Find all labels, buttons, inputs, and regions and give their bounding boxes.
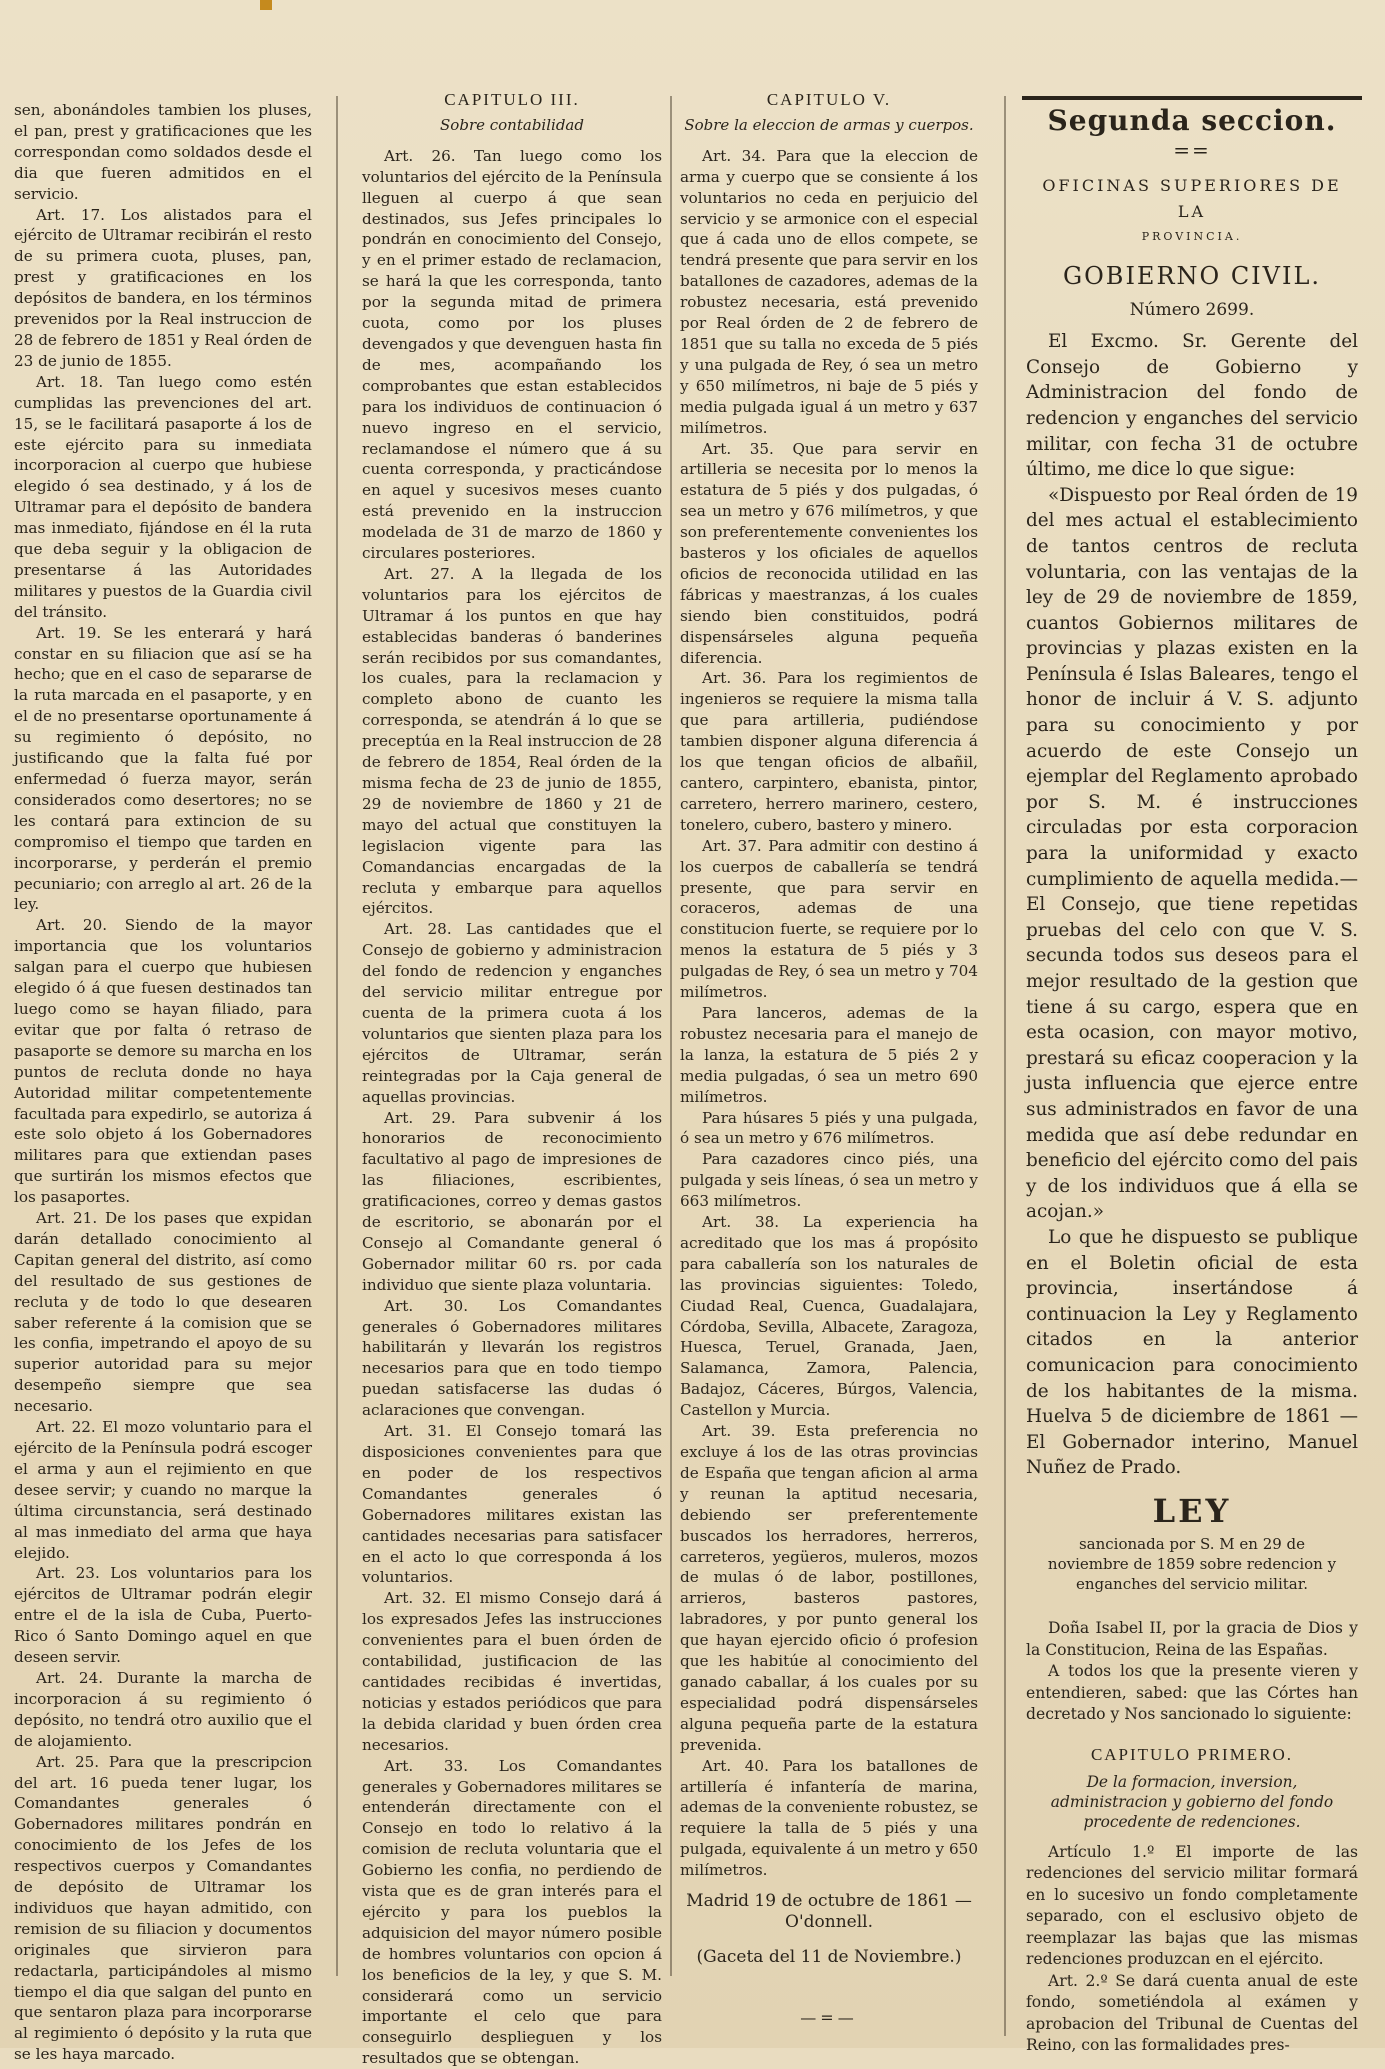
paragraph: Art. 26. Tan luego como los voluntarios del ejército de la Península lleguen al cuerpo á que sean destinados, sus Jefes principales lo pondrán en conocimiento del Consejo, y en el primer estado de reclamacion, se hará la que les corresponda, tanto por la segunda mitad de primera cuota, como por los pluses devengados y que devenguen hasta fin de mes, acompañando los comprobantes que estan establecidos para los individuos de continuacion ó nuevo ingreso en el servicio, reclamandose el número que á su cuenta corresponda, y practicándose en aquel y sucesivos meses cuanto está prevenido en la instruccion modelada de 31 de marzo de 1860 y circulares posteriores. — [362, 146, 662, 563]
paragraph: El Excmo. Sr. Gerente del Consejo de Gobierno y Administracion del fondo de redencion y enganches del servicio militar, con fecha 31 de octubre último, me dice lo que sigue: — [1026, 331, 1358, 481]
column-rule-2 — [670, 96, 672, 1976]
paragraph: Art. 25. Para que la prescripcion del art. 16 pueda tener lugar, los Comandantes generales ó Gobernadores militares pondrán en conocimiento de los Jefes de los respectivos cuerpos y Comandantes de depósito de Ultramar los individuos que hayan admitido, con remision de su filiacion y documentos originales que sirvieron para redactarla, participándoles al mismo tiempo el dia que salgan del punto en que sentaron plaza para incorporarse al regimiento ó depósito y la ruta que se les haya marcado. — [14, 1752, 312, 2064]
paragraph: Para húsares 5 piés y una pulgada, ó sea un metro y 676 milímetros. — [680, 1108, 978, 1148]
paragraph: Para cazadores cinco piés, una pulgada y seis líneas, ó sea un metro y 663 milímetros. — [680, 1150, 978, 1211]
chapter-subtitle: Sobre la eleccion de armas y cuerpos. — [684, 115, 974, 134]
paragraph: «Dispuesto por Real órden de 19 del mes actual el establecimiento de tantos centros de recluta voluntaria, con las ventajas de la ley de 29 de noviembre de 1859, cuantos Gobiernos militares de provincias y plazas existen en la Península é Islas Baleares, tengo el honor de incluir á V. S. adjunto para su conocimiento y por acuerdo de este Consejo un ejemplar del Reglamento aprobado por S. M. é instrucciones circuladas por esta corporacion para la uniformidad y exacto cumplimiento de aquella medida.—El Consejo, que tiene repetidas pruebas del celo con que V. S. secunda todos sus deseos para el mejor resultado de la gestion que tiene á su cargo, espera que en esta ocasion, con mayor motivo, prestará su eficaz cooperacion y la justa influencia que ejerce entre sus administrados en favor de una medida que así debe redundar en beneficio del ejército como del pais y de los individuos que á ella se acojan.» — [1026, 484, 1358, 1223]
paragraph: Art. 22. El mozo voluntario para el ejército de la Península podrá escoger el arma y aun el rejimiento en que desee servir; y cuando no marque la última circunstancia, será destinado al mas inmediato del arma que haya elejido. — [14, 1418, 312, 1562]
paragraph: Art. 19. Se les enterará y hará constar en su filiacion que así se ha hecho; que en el caso de separarse de la ruta marcada en el pasaporte, y en el de no presentarse oportunamente á su regimiento ó depósito, no justificando que la falta fué por enfermedad ó fuerza mayor, serán considerados como desertores; no se les contará para extincion de su compromiso el tiempo que tarden en incorporarse, y perderán el premio pecuniario; con arreglo al art. 26 de la ley. — [14, 623, 312, 914]
paragraph: Art. 40. Para los batallones de artillería é infantería de marina, ademas de la conveniente robustez, se requiere la talla de 5 piés y una pulgada, equivalente á un metro y 650 milímetros. — [680, 1756, 978, 1880]
paragraph: Art. 23. Los voluntarios para los ejércitos de Ultramar podrán elegir entre el de la isla de Cuba, Puerto-Rico ó Santo Domingo aquel en que deseen servir. — [14, 1564, 312, 1667]
ley-subtitle: sancionada por S. M en 29 de noviembre de 1859 sobre redencion y enganches del servicio militar. — [1047, 1535, 1337, 1594]
oficinas-heading: OFICINAS SUPERIORES DE LA — [1042, 176, 1342, 221]
ley-articles — [1026, 1842, 1358, 2057]
paragraph: Art. 36. Para los regimientos de ingenieros se requiere la misma talla que para artilleria, pudiéndose tambien disponer alguna diferencia á los que tengan oficios de albañil, cantero, carpintero, ebanista, pintor, carretero, herrero marinero, cestero, tonelero, cubero, bastero y minero. — [680, 669, 978, 834]
paragraph: A todos los que la presente vieren y entendieren, sabed: que las Córtes han decretado y Nos sancionado lo siguiente: — [1026, 1662, 1358, 1724]
paragraph: Art. 34. Para que la eleccion de arma y cuerpo que se consiente á los voluntarios no ceda en perjuicio del servicio y se armonice con el especial que á cada uno de ellos compete, se tendrá presente que para servir en los batallones de cazadores, ademas de la robustez necesaria, está prevenido por Real órden de 2 de febrero de 1851 que su talla no exceda de 5 piés y una pulgada de Rey, ó sea un metro y 650 milímetros, ni baje de 5 piés y media pulgada igual á un metro y 637 milímetros. — [680, 146, 978, 437]
provincia-heading: PROVINCIA. — [1141, 230, 1243, 244]
paragraph: Art. 30. Los Comandantes generales ó Gobernadores militares habilitarán y llevarán los registros necesarios para que en todo tiempo puedan satisfacerse las dudas ó aclaraciones que convengan. — [362, 1296, 662, 1420]
chapter-heading: CAPITULO III. — [444, 90, 580, 109]
paragraph: Art. 32. El mismo Consejo dará á los expresados Jefes las instrucciones convenientes para el buen órden de contabilidad, justificacion de las cantidades recibidas é invertidas, noticias y estados periódicos que para la debida claridad y buen órden crea necesarios. — [362, 1589, 662, 1754]
paragraph: Artículo 1.º El importe de las redenciones del servicio militar formará en lo sucesivo un fondo completamente separado, con el esclusivo objeto de reemplazar las bajas que las mismas redenciones produzcan en el ejército. — [1026, 1842, 1358, 1969]
paragraph: Para lanceros, ademas de la robustez necesaria para el manejo de la lanza, la estatura de 5 piés 2 y media pulgadas, ó sea un metro 690 milímetros. — [680, 1003, 978, 1106]
article-list — [362, 146, 662, 2069]
article-list — [680, 146, 978, 1881]
column-rule-3 — [1004, 96, 1006, 2036]
notice-body — [1026, 329, 1358, 1481]
page-corner-mark — [260, 0, 272, 10]
chapter-heading: CAPITULO V. — [766, 90, 892, 109]
paragraph: Art. 21. De los pases que expidan darán detallado conocimiento al Capitan general del distrito, así como del resultado de sus gestiones de recluta y de todo lo que desearen saber referente á la comision que se les confia, impetrando el apoyo de su superior autoridad para su mejor desempeño siempre que sea necesario. — [14, 1209, 312, 1416]
column-3 — [680, 90, 978, 2040]
paragraph: sen, abonándoles tambien los pluses, el pan, prest y gratificaciones que les correspondan como soldados desde el dia que fueren admitidos en el servicio. — [14, 101, 312, 203]
paragraph: Art. 24. Durante la marcha de incorporacion á su regimiento ó depósito, no tendrá otro auxilio que el de alojamiento. — [14, 1668, 312, 1750]
paragraph: Art. 29. Para subvenir á los honorarios de reconocimiento facultativo al pago de impresiones de las filiaciones, escribientes, gratificaciones, correo y demas gastos de escritorio, se abonarán por el Consejo al Comandante general ó Gobernador militar 60 rs. por cada individuo que siente plaza voluntaria. — [362, 1108, 662, 1294]
chapter-heading: CAPITULO PRIMERO. — [1090, 1744, 1294, 1764]
paragraph: Doña Isabel II, por la gracia de Dios y la Constitucion, Reina de las Españas. — [1026, 1619, 1358, 1659]
column-2 — [362, 90, 662, 2068]
chapter-subtitle: Sobre contabilidad — [440, 115, 584, 134]
document-number: Número 2699. — [1129, 299, 1255, 320]
paragraph: Art. 28. Las cantidades que el Consejo de gobierno y administracion del fondo de redencion y enganches del servicio militar entregue por cuenta de la primera cuota á los voluntarios que sienten plaza para los ejércitos de Ultramar, serán reintegradas por la Caja general de aquellas provincias. — [362, 920, 662, 1106]
paragraph: Art. 37. Para admitir con destino á los cuerpos de caballería se tendrá presente, que para servir en coraceros, ademas de una constitucion fuerte, se requiere por lo menos la estatura de 5 piés y 3 pulgadas de Rey, ó sea un metro y 704 milímetros. — [680, 836, 978, 1002]
gobierno-civil-heading: GOBIERNO CIVIL. — [1062, 261, 1322, 290]
section-title: Segunda seccion. — [1047, 104, 1337, 137]
paragraph: Art. 33. Los Comandantes generales y Gobernadores militares se entenderán directamente con el Consejo en todo lo relativo á la comision de recluta voluntaria que el Gobierno les confia, no perdiendo de vista que es de gran interés para el ejército y para los pueblos la adquisicion del mayor número posible de hombres voluntarios con opcion á los beneficios de la ley, y que S. M. considerará como un servicio importante el celo que para conseguirlo desplieguen y los resultados que se obtengan. — [362, 1756, 662, 2068]
section-dash: == — [1173, 137, 1211, 162]
end-ornament: —=— — [800, 2007, 858, 2027]
paragraph: Art. 20. Siendo de la mayor importancia que los voluntarios salgan para el cuerpo que hubiesen elegido ó á que fuesen destinados tan luego como se hayan filiado, para evitar que por falta ó retraso de pasaporte se demore su marcha en los puntos de recluta donde no haya Autoridad militar competentemente facultada para expedirlo, se autoriza á este solo objeto á los Gobernadores militares para que extiendan pases que surtirán los mismos efectos que los pasaportes. — [14, 916, 312, 1207]
paragraph: Art. 39. Esta preferencia no excluye á los de las otras provincias de España que tengan aficion al arma y reunan la aptitud necesaria, debiendo ser preferentemente buscados los herradores, herreros, carreteros, yegüeros, muleros, mozos de mulas ó de labor, postillones, arrieros, basteros pastores, labradores, y por punto general los que hayan ejercido oficio ó profesion que les habitúe al conocimiento del ganado caballar, á los cuales por su especialidad podrá dispensárseles alguna pequeña parte de la estatura prevenida. — [680, 1422, 978, 1754]
signature-line: Madrid 19 de octubre de 1861 — O'donnell. — [686, 1891, 972, 1932]
paragraph: Art. 27. A la llegada de los voluntarios para los ejércitos de Ultramar á los puntos en que hay establecidas banderas ó banderines serán recibidos por sus comandantes, los cuales, para la reclamacion y completo abono de cuanto les corresponda, se atendrán á lo que se preceptúa en la Real instruccion de 28 de febrero de 1854, Real órden de la misma fecha de 23 de junio de 1855, 29 de noviembre de 1860 y 21 de mayo del actual que constituyen la legislacion vigente para las Comandancias encargadas de la recluta y embarque para aquellos ejércitos. — [362, 564, 662, 918]
chapter-subtitle: De la formacion, inversion, administracion y gobierno del fondo procedente de redenciones. — [1050, 1772, 1334, 1831]
column-4 — [1026, 90, 1358, 2055]
column-rule-1 — [336, 96, 338, 1976]
paragraph: Art. 2.º Se dará cuenta anual de este fondo, sometiéndola al exámen y aprobacion del Tribunal de Cuentas del Reino, con las formalidades pres- — [1026, 1971, 1358, 2055]
paragraph: Art. 17. Los alistados para el ejército de Ultramar recibirán el resto de su primera cuota, pluses, pan, prest y gratificaciones en los depósitos de bandera, en los términos prevenidos por la Real instruccion de 28 de febrero de 1851 y Real órden de 23 de junio de 1855. — [14, 205, 312, 370]
paragraph: Lo que he dispuesto se publique en el Boletin oficial de esta provincia, insertándose á continuacion la Ley y Reglamento citados en la anterior comunicacion para conocimiento de los habitantes de la misma. Huelva 5 de diciembre de 1861 —El Gobernador interino, Manuel Nuñez de Prado. — [1026, 1226, 1358, 1479]
paragraph: Art. 35. Que para servir en artilleria se necesita por lo menos la estatura de 5 piés y dos pulgadas, ó sea un metro y 676 milímetros, y que son preferentemente convenientes los basteros y los oficiales de aquellos oficios de reconocida utilidad en las fábricas y maestranzas, á los cuales siendo bien constituidos, podrá dispensárseles alguna pequeña diferencia. — [680, 439, 978, 667]
column-1 — [14, 100, 312, 2064]
paragraph: Art. 31. El Consejo tomará las disposiciones convenientes para que en poder de los respectivos Comandantes generales ó Gobernadores militares existan las cantidades necesarias para satisfacer en el acto lo que corresponda á los voluntarios. — [362, 1422, 662, 1587]
ley-preamble — [1026, 1618, 1358, 1726]
gaceta-source: (Gaceta del 11 de Noviembre.) — [696, 1946, 962, 1967]
paragraph: Art. 18. Tan luego como estén cumplidas las prevenciones del art. 15, se le facilitará pasaporte á los de este ejército para su inmediata incorporacion al cuerpo que hubiese elegido ó sea destinado, y á los de Ultramar para el depósito de bandera mas inmediato, fijándose en él la ruta que deba seguir y la obligacion de presentarse á las Autoridades militares y puestos de la Guardia civil del tránsito. — [14, 372, 312, 621]
ley-heading: LEY — [1152, 1491, 1232, 1530]
paragraph: Art. 38. La experiencia ha acreditado que los mas á propósito para caballería son los naturales de las provincias siguientes: Toledo, Ciudad Real, Cuenca, Guadalajara, Córdoba, Sevilla, Albacete, Zaragoza, Huesca, Teruel, Granada, Jaen, Salamanca, Zamora, Palencia, Badajoz, Cáceres, Búrgos, Valencia, Castellon y Murcia. — [680, 1213, 978, 1420]
